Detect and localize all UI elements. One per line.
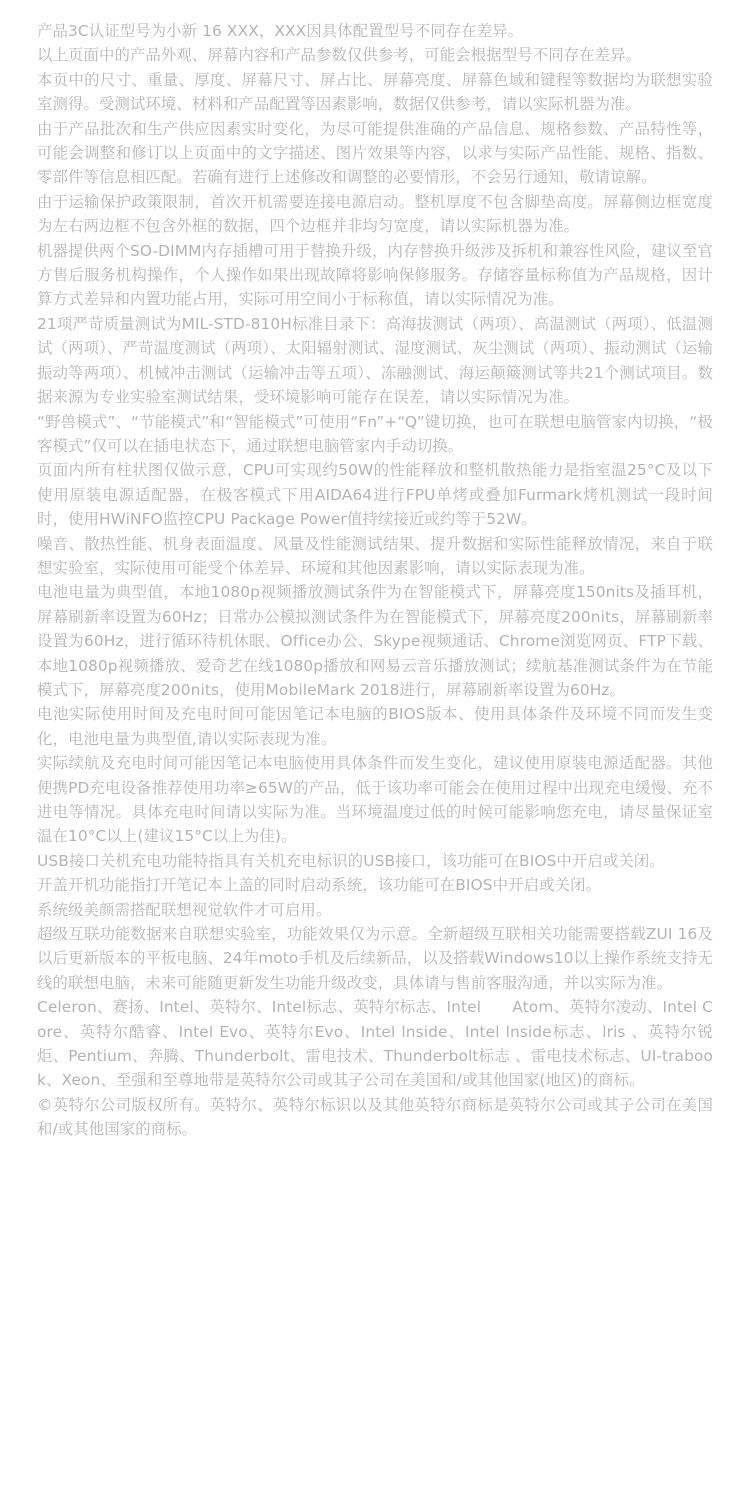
disclaimer-paragraph-charging: 实际续航及充电时间可能因笔记本电脑使用具体条件而发生变化，建议使用原装电源适配器。其他便携PD充电设备推荐使用功率≥65W的产品，低于该功率可能会在使用过程中出现充电缓慢、充不进电等情况。具体充电时间请以实际为准。当环境温度过低的时候可能影响您充电，请尽量保证室温在10°C以上(建议15°C以上为佳)。 <box>37 754 713 846</box>
disclaimer-paragraph-battery-time: 电池实际使用时间及充电时间可能因笔记本电脑的BIOS版本、使用具体条件及环境不同而发生变化，电池电量为典型值,请以实际表现为准。 <box>37 705 713 748</box>
disclaimer-paragraph-lid-open-boot: 开盖开机功能指打开笔记本上盖的同时启动系统，该功能可在BIOS中开启或关闭。 <box>37 876 602 895</box>
disclaimer-paragraph-memory-storage: 机器提供两个SO-DIMM内存插槽可用于替换升级，内存替换升级涉及拆机和兼容性风险，建议至官方售后服务机构操作，个人操作如果出现故障将影响保修服务。存储容量标称值为产品规格，因计算方式差异和内置功能占用，实际可用空间小于标称值，请以实际情况为准。 <box>37 241 713 309</box>
disclaimer-paragraph-battery-tests: 电池电量为典型值，本地1080p视频播放测试条件为在智能模式下，屏幕亮度150nits及插耳机，屏幕刷新率设置为60Hz；日常办公模拟测试条件为在智能模式下，屏幕亮度200nits，屏幕刷新率设置为60Hz，进行循环待机休眠、Office办公、Skype视频通话、Chrome浏览网页、FTP下载、本地1080p视频播放、爱奇艺在线1080p播放和网易云音乐播放测试；续航基准测试条件为在节能模式下，屏幕亮度200nits，使用MobileMark 2018进行，屏幕刷新率设置为60Hz。 <box>37 583 713 699</box>
disclaimer-paragraph-3c-model: 产品3C认证型号为小新 16 XXX，XXX因具体配置型号不同存在差异。 <box>37 22 524 40</box>
disclaimer-paragraph-mil-std-tests: 21项严苛质量测试为MIL-STD-810H标准目录下：高海拔测试（两项）、高温测试（两项）、低温测试（两项）、严苛温度测试（两项）、太阳辐射测试、湿度测试、灰尘测试（两项）、振动测试（运输振动等两项）、机械冲击测试（运输冲击等五项）、冻融测试、海运颠簸测试等共21个测试项目。数据来源为专业实验室测试结果，受环境影响可能存在误差，请以实际情况为准。 <box>37 314 713 407</box>
disclaimer-notes <box>37 19 713 1142</box>
disclaimer-paragraph-super-connect: 超级互联功能数据来自联想实验室，功能效果仅为示意。全新超级互联相关功能需要搭载ZUI 16及以后更新版本的平板电脑、24年moto手机及后续新品，以及搭载Windows10以上操作系统支持无线的联想电脑，未来可能随更新发生功能升级改变，具体请与售前客服沟通，并以实际为准。 <box>37 925 713 992</box>
disclaimer-paragraph-appearance: 以上页面中的产品外观、屏幕内容和产品参数仅供参考，可能会根据型号不同存在差异。 <box>37 46 642 65</box>
disclaimer-paragraph-intel-trademarks: Celeron、赛扬、Intel、英特尔、Intel标志、英特尔标志、Intel Atom、英特尔凌动、Intel Core、英特尔酷睿、Intel Evo、英特尔Evo、Intel lnside、Intel lnside标志、lris 、英特尔锐炬、Pentium、奔腾、Thunderbolt、雷电技术、Thunderbolt标志 、雷电技术标志、UI-trabook、Xeon、至强和至尊地带是英特尔公司或其子公司在美国和/或其他国家(地区)的商标。 <box>37 998 713 1090</box>
disclaimer-paragraph-cpu-power: 页面内所有柱状图仅做示意，CPU可实现约50W的性能释放和整机散热能力是指室温25°C及以下使用原装电源适配器，在极客模式下用AIDA64进行FPU单烤或叠加Furmark烤机测试一段时间时，使用HWiNFO监控CPU Package Power值持续接近或约等于52W。 <box>37 461 713 529</box>
disclaimer-paragraph-batch-changes: 由于产品批次和生产供应因素实时变化，为尽可能提供准确的产品信息、规格参数、产品特性等，可能会调整和修订以上页面中的文字描述、图片效果等内容，以求与实际产品性能、规格、指数、零部件等信息相匹配。若确有进行上述修改和调整的必要情形，不会另行通知，敬请谅解。 <box>37 119 713 187</box>
disclaimer-paragraph-beauty-filter: 系统级美颜需搭配联想视觉软件才可启用。 <box>37 900 332 919</box>
disclaimer-paragraph-noise-thermal: 噪音、散热性能、机身表面温度、风量及性能测试结果、提升数据和实际性能释放情况，来自于联想实验室，实际使用可能受个体差异、环境和其他因素影响，请以实际表现为准。 <box>37 534 713 577</box>
disclaimer-paragraph-shipping: 由于运输保护政策限制，首次开机需要连接电源启动。整机厚度不包含脚垫高度。屏幕侧边框宽度为左右两边框不包含外框的数据，四个边框并非均匀宽度，请以实际机器为准。 <box>37 192 713 236</box>
disclaimer-paragraph-usb-charging: USB接口关机充电功能特指具有关机充电标识的USB接口，该功能可在BIOS中开启或关闭。 <box>37 851 665 870</box>
disclaimer-paragraph-dimensions: 本页中的尺寸、重量、厚度、屏幕尺寸、屏占比、屏幕亮度、屏幕色域和键程等数据均为联想实验室测得。受测试环境、材料和产品配置等因素影响，数据仅供参考，请以实际机器为准。 <box>37 70 713 114</box>
disclaimer-paragraph-intel-copyright: ©英特尔公司版权所有。英特尔、英特尔标识以及其他英特尔商标是英特尔公司或其子公司在美国和/或其他国家的商标。 <box>37 1095 713 1139</box>
disclaimer-paragraph-performance-modes: “野兽模式”、“节能模式”和“智能模式”可使用“Fn”+“Q”键切换，也可在联想电脑管家内切换，“极客模式”仅可以在插电状态下，通过联想电脑管家内手动切换。 <box>37 412 713 455</box>
